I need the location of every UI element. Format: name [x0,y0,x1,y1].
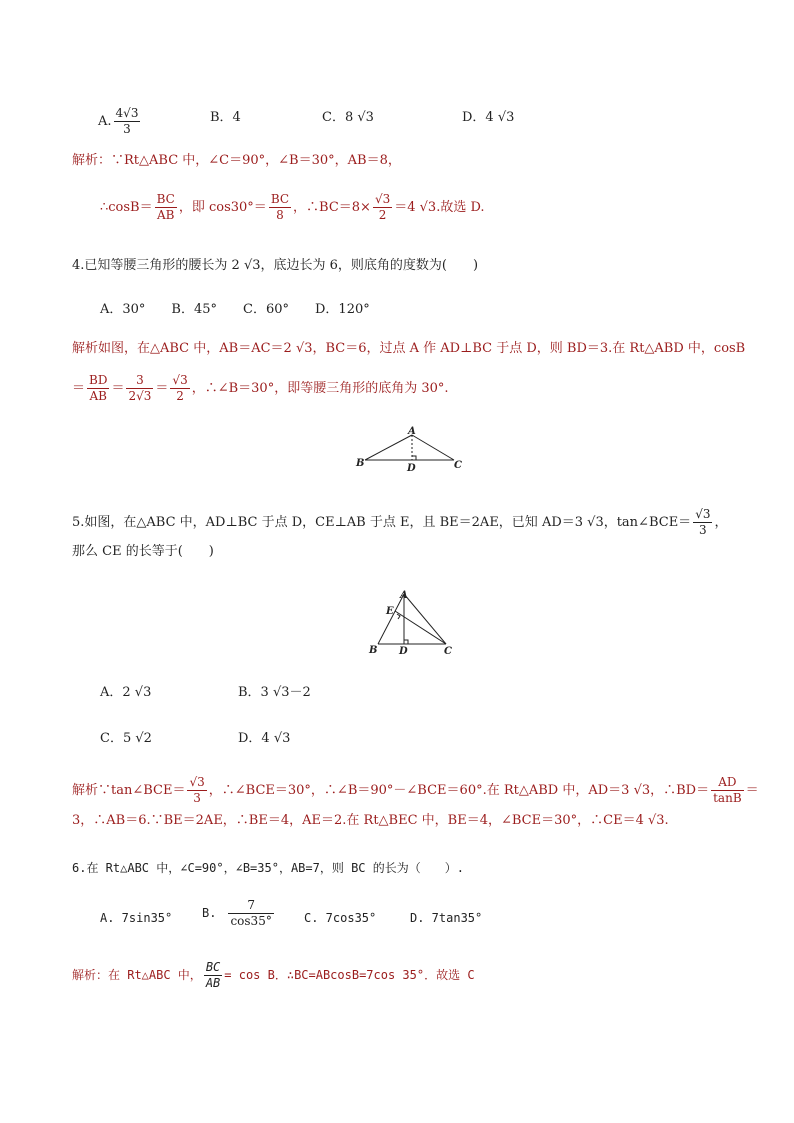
q5-option-a: A．2 √3 [100,685,152,700]
q3-option-a-label: A. [98,114,112,129]
label-d: D [399,646,408,657]
q4-triangle-figure [352,422,468,474]
numerator: BD [89,373,108,387]
denominator: 3 [193,791,201,805]
numerator: √3 [374,192,391,206]
fraction [228,898,273,929]
q5-solution-line2: 3，∴AB＝6.∵BE＝2AE，∴BE＝4，AE＝2.在 Rt△BEC 中，BE＝4，∠BCE＝30°，∴CE＝4 √3. [72,813,669,828]
text: ，∴∠BCE＝30°，∴∠B＝90°－∠BCE＝60°.在 Rt△ABD 中，AD＝3 √3，∴BD＝ [208,783,710,798]
denominator: 2√3 [128,389,152,403]
q4-stem: 4.已知等腰三角形的腰长为 2 √3，底边长为 6，则底角的度数为( ) [72,258,479,273]
label-c: C [454,460,462,471]
label-b: B [369,645,378,656]
q6-option-a: A. 7sin35° [100,911,173,925]
denominator: cos35° [230,914,272,928]
text: ∴cosB＝ [100,200,153,215]
side-ac [412,435,454,460]
q5-stem-line2: 那么 CE 的长等于( ) [72,544,214,559]
side-ab [365,435,412,460]
fraction [170,373,189,404]
label-e: E [386,606,394,617]
denominator: tanB [713,791,742,805]
numerator: √3 [695,507,711,521]
text: ＝4 √3.故选 D. [394,200,485,215]
text: ＝ [111,381,125,396]
q5-option-b: B．3 √3－2 [238,685,311,700]
fraction [373,192,392,223]
side-ab [378,594,404,644]
denominator: 2 [378,208,387,222]
q3-option-a-fraction [114,106,141,137]
segment-ce [395,611,446,644]
q6-option-b [202,898,276,929]
q3-option-c: C．8 √3 [322,110,374,125]
q5-option-d: D．4 √3 [238,731,291,746]
q3-option-b: B．4 [210,110,241,125]
q6-option-c: C. 7cos35° [304,911,377,925]
q3-option-d: D．4 √3 [462,110,515,125]
numerator: BC [205,960,221,974]
q5-option-c: C．5 √2 [100,731,152,746]
text: ， [714,515,728,530]
right-angle-mark-e [397,614,400,619]
text: ，∴∠B＝30°，即等腰三角形的底角为 30°. [191,381,449,396]
label-b: B [356,458,365,469]
numerator: BC [270,192,290,206]
denominator: 3 [699,523,707,537]
text: = cos B．∴BC=ABcosB=7cos 35°．故选 C [224,968,475,982]
q6-option-d: D. 7tan35° [410,911,483,925]
fraction [204,960,222,991]
q4-options: A．30° B．45° C．60° D．120° [100,302,370,317]
numerator: √3 [172,373,188,387]
q5-triangle-figure [364,586,460,658]
q5-stem-line1 [72,507,727,538]
fraction [693,507,712,538]
label-c: C [444,646,452,657]
q3-solution-line1: 解析：∵Rt△ABC 中，∠C＝90°，∠B＝30°，AB＝8， [72,153,401,168]
numerator: √3 [189,775,205,789]
denominator: 2 [176,389,184,403]
text: 解析：在 Rt△ABC 中， [72,968,202,982]
denominator: AB [205,976,221,990]
right-angle-mark-d [404,640,408,644]
fraction [155,192,177,223]
label-d: D [407,463,416,474]
text: ，∴BC＝8× [293,200,371,215]
denominator: 8 [276,208,284,222]
label-a: A [400,590,408,601]
fraction [87,373,109,404]
q6-solution [72,960,475,991]
fraction [126,373,153,404]
numerator: 7 [228,898,273,914]
fraction [711,775,744,806]
q6-stem: 6.在 Rt△ABC 中，∠C=90°，∠B=35°，AB=7，则 BC 的长为（ ）. [72,861,464,875]
q4-solution-line1: 解析如图，在△ABC 中，AB＝AC＝2 √3，BC＝6，过点 A 作 AD⊥BC 于点 D，则 BD＝3.在 Rt△ABD 中，cosB [72,341,746,356]
denominator: AB [156,208,175,222]
denominator: 3 [123,122,131,136]
q6-option-b-label: B. [202,906,217,920]
numerator: 4√3 [115,106,139,120]
text: ＝ [745,783,759,798]
q3-solution-line2 [100,192,485,223]
numerator: BC [156,192,175,206]
numerator: 3 [126,373,153,389]
q5-solution-line1 [72,775,759,806]
text: 5.如图，在△ABC 中，AD⊥BC 于点 D，CE⊥AB 于点 E，且 BE＝2AE，已知 AD＝3 √3，tan∠BCE＝ [72,515,692,530]
fraction [187,775,206,806]
text: ＝ [72,381,86,396]
text: ，即 cos30°＝ [178,200,267,215]
q4-solution-line2 [72,373,449,404]
fraction [269,192,291,223]
numerator: AD [711,775,744,791]
label-a: A [408,426,416,437]
denominator: AB [89,389,107,403]
q3-options [98,106,142,137]
side-ac [404,594,446,644]
text: ＝ [155,381,169,396]
right-angle-mark [412,456,416,460]
text: 解析∵tan∠BCE＝ [72,783,186,798]
